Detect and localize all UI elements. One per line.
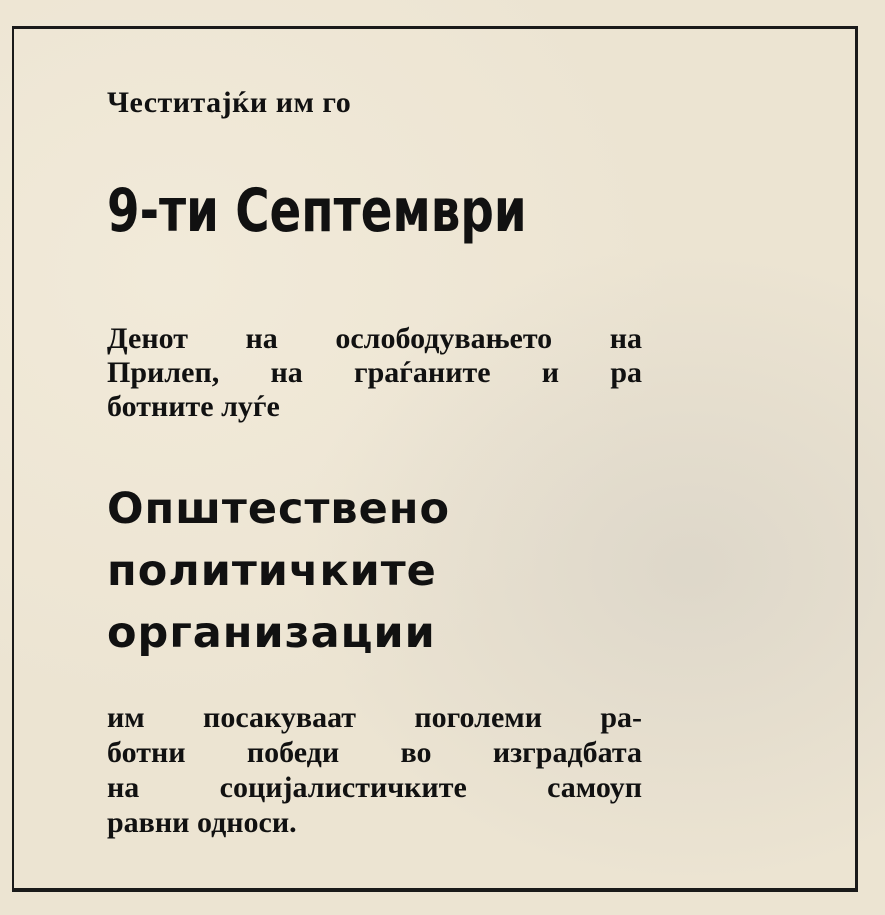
organization-line: политичките — [107, 546, 437, 596]
organization-line: организации — [107, 608, 436, 658]
paragraph-line: Прилеп, на граѓаните и ра — [107, 356, 642, 389]
wishes-paragraph — [107, 700, 642, 840]
paragraph-line: им посакуваат поголеми ра- — [107, 701, 642, 734]
organization-line: Општествено — [107, 484, 451, 534]
paragraph-line: Денот на ослободувањето на — [107, 322, 642, 355]
greeting-text: Честитајќи им го — [107, 86, 352, 119]
organization-heading — [107, 478, 450, 664]
paragraph-line: равни односи. — [107, 806, 297, 839]
paragraph-line: ботни победи во изградбата — [107, 736, 642, 769]
paragraph-line: на социјалистичките самоуп — [107, 771, 642, 804]
date-heading: 9-ти Септември — [107, 176, 527, 246]
liberation-day-paragraph — [107, 322, 642, 424]
paragraph-line: ботните луѓе — [107, 390, 280, 423]
